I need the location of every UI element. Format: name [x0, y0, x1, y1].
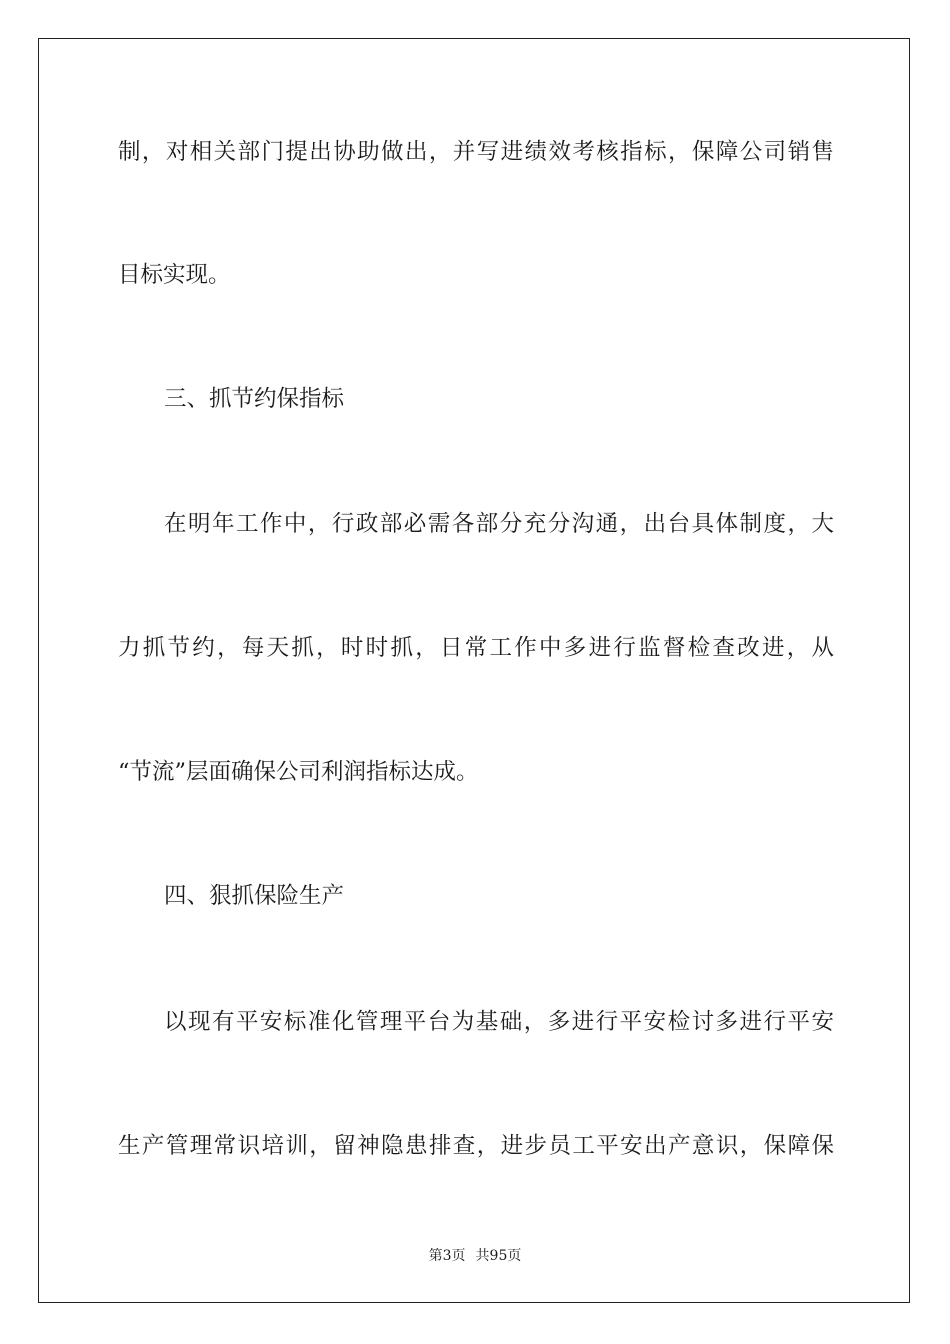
page-footer	[0, 1247, 950, 1265]
body-text-line-5: “节流”层面确保公司利润指标达成。	[118, 759, 479, 785]
body-text-line-6: 以现有平安标准化管理平台为基础，多进行平安检讨多进行平安	[164, 1009, 834, 1035]
body-text-line-1: 制，对相关部门提出协助做出，并写进绩效考核指标，保障公司销售	[118, 139, 834, 165]
section-heading-4: 四、狠抓保险生产	[164, 883, 345, 909]
body-text-line-3: 在明年工作中，行政部必需各部分充分沟通，出台具体制度，大	[164, 511, 834, 537]
body-text-line-7: 生产管理常识培训，留神隐患排查，进步员工平安出产意识，保障保	[118, 1133, 834, 1159]
total-pages: 共95页	[475, 1248, 522, 1264]
body-text-line-2: 目标实现。	[118, 262, 231, 288]
page-number: 第3页	[428, 1248, 466, 1264]
section-heading-3: 三、抓节约保指标	[164, 386, 345, 412]
page-border	[38, 38, 910, 1303]
body-text-line-4: 力抓节约，每天抓，时时抓，日常工作中多进行监督检查改进，从	[118, 635, 834, 661]
